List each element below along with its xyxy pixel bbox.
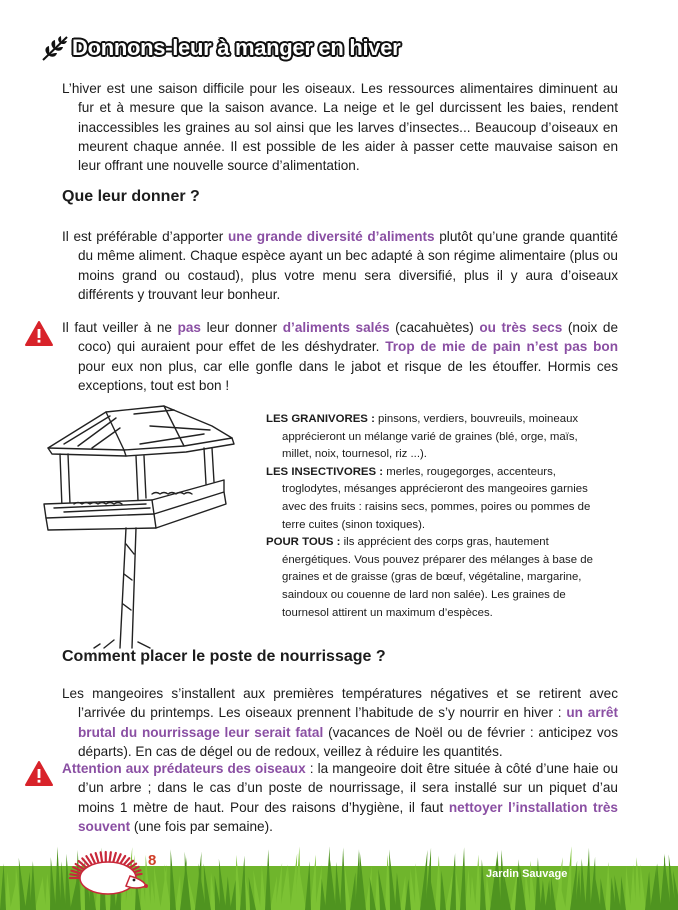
section2-heading: Comment placer le poste de nourrissage ? bbox=[62, 648, 386, 665]
highlight-text: nettoyer l’installation très souvent bbox=[78, 799, 618, 834]
text-span: leur donner bbox=[201, 320, 283, 335]
text-span: : la mangeoire doit être située à côté d’une haie ou d’un arbre ; dans le cas d’un poste de nourrissage, il sera installé sur un piquet d’au moins 1 mètre de haut. Pour des raisons d’hygiène, il faut bbox=[78, 761, 618, 815]
text-span: (vacances de Noël ou de février : anticipez vos départs). En cas de dégel ou de redoux, veillez à réduire les quantités. bbox=[78, 724, 618, 759]
list-item-text: pinsons, verdiers, bouvreuils, moineaux apprécieront un mélange varié de graines (blé, orge, maïs, millet, noix, tournesol, riz ...). bbox=[282, 413, 579, 461]
timing-paragraph bbox=[62, 684, 618, 761]
bird-feeder-illustration bbox=[34, 404, 246, 650]
predators-paragraph bbox=[62, 759, 618, 836]
text-span: (noix de coco) qui auraient pour effet de les déshydrater. bbox=[78, 320, 619, 355]
page-number: 8 bbox=[148, 852, 157, 869]
food-list bbox=[266, 411, 606, 622]
list-item-label: POUR TOUS : bbox=[266, 536, 341, 549]
section1-heading: Que leur donner ? bbox=[62, 188, 200, 205]
text-span: Les mangeoires s’installent aux premières températures négatives et se retirent avec l’arrivée du printemps. Les oiseaux prennent l’habitude de s’y nourrir en hiver : bbox=[62, 686, 618, 721]
text-span: (cacahuètes) bbox=[389, 320, 480, 335]
footer-brand: Jardin Sauvage bbox=[486, 868, 568, 880]
text-span: plutôt qu’une grande quantité du même aliment. Chaque espèce ayant un bec adapté à son régime alimentaire (plus ou moins grand ou costaud), plus votre menu sera diversifié, plus il y aura d’oiseaux différents y trouvant leur bonheur. bbox=[78, 229, 618, 302]
highlight-text: ou très secs bbox=[479, 320, 563, 335]
list-item bbox=[266, 534, 606, 622]
highlight-text: Attention aux prédateurs des oiseaux bbox=[62, 761, 306, 776]
leaf-icon bbox=[40, 33, 70, 63]
diversity-paragraph bbox=[62, 227, 618, 304]
intro-paragraph: L’hiver est une saison difficile pour les oiseaux. Les ressources alimentaires diminuent au fur et à mesure que la saison avance. La neige et le gel durcissent les baies, rendent inaccessibles les graines au sol ainsi que les larves d’insectes... Beaucoup d’oiseaux en meurent chaque année. Il est possible de les aider à passer cette mauvaise saison en leur offrant une nouvelle source d’alimentation. bbox=[62, 81, 618, 174]
page-title: Donnons-leur à manger en hiver bbox=[72, 35, 401, 60]
list-item bbox=[266, 411, 606, 464]
highlight-text: un arrêt brutal du nourrissage leur serait fatal bbox=[78, 705, 618, 740]
highlight-text: pas bbox=[177, 320, 201, 335]
text-span: Il faut veiller à ne bbox=[62, 320, 178, 335]
highlight-text: d’aliments salés bbox=[282, 320, 390, 335]
list-item-text: ils apprécient des corps gras, hautement énergétiques. Vous pouvez préparer des mélanges à base de graines et de graisse (gras de bœuf, végétaline, margarine, saindoux ou couenne de lard non salée). Les graines de tournesol attirent un maximum d’espèces. bbox=[282, 536, 593, 619]
warning-icon bbox=[24, 760, 54, 787]
list-item-label: LES INSECTIVORES : bbox=[266, 465, 384, 478]
highlight-text: Trop de mie de pain n’est pas bon bbox=[385, 339, 619, 355]
title-bar bbox=[40, 30, 400, 66]
list-item bbox=[266, 464, 606, 534]
text-span: pour eux non plus, car elle gonfle dans le jabot et risque de les étouffer. Hormis ces exceptions, tout est bon ! bbox=[78, 358, 618, 393]
list-item-label: LES GRANIVORES : bbox=[266, 413, 375, 425]
highlight-text: une grande diversité d’aliments bbox=[227, 229, 435, 244]
hedgehog-icon bbox=[62, 840, 152, 898]
text-span: Il est préférable d’apporter bbox=[62, 229, 228, 244]
list-item-text: merles, rougegorges, accenteurs, troglodytes, mésanges apprécieront des mangeoires garnies avec des fruits : raisins secs, pommes, poires ou pommes de terre cuites (sinon toxiques). bbox=[282, 465, 591, 531]
text-span: (une fois par semaine). bbox=[130, 818, 273, 834]
warning-icon bbox=[24, 320, 54, 347]
warning-paragraph bbox=[62, 318, 618, 395]
